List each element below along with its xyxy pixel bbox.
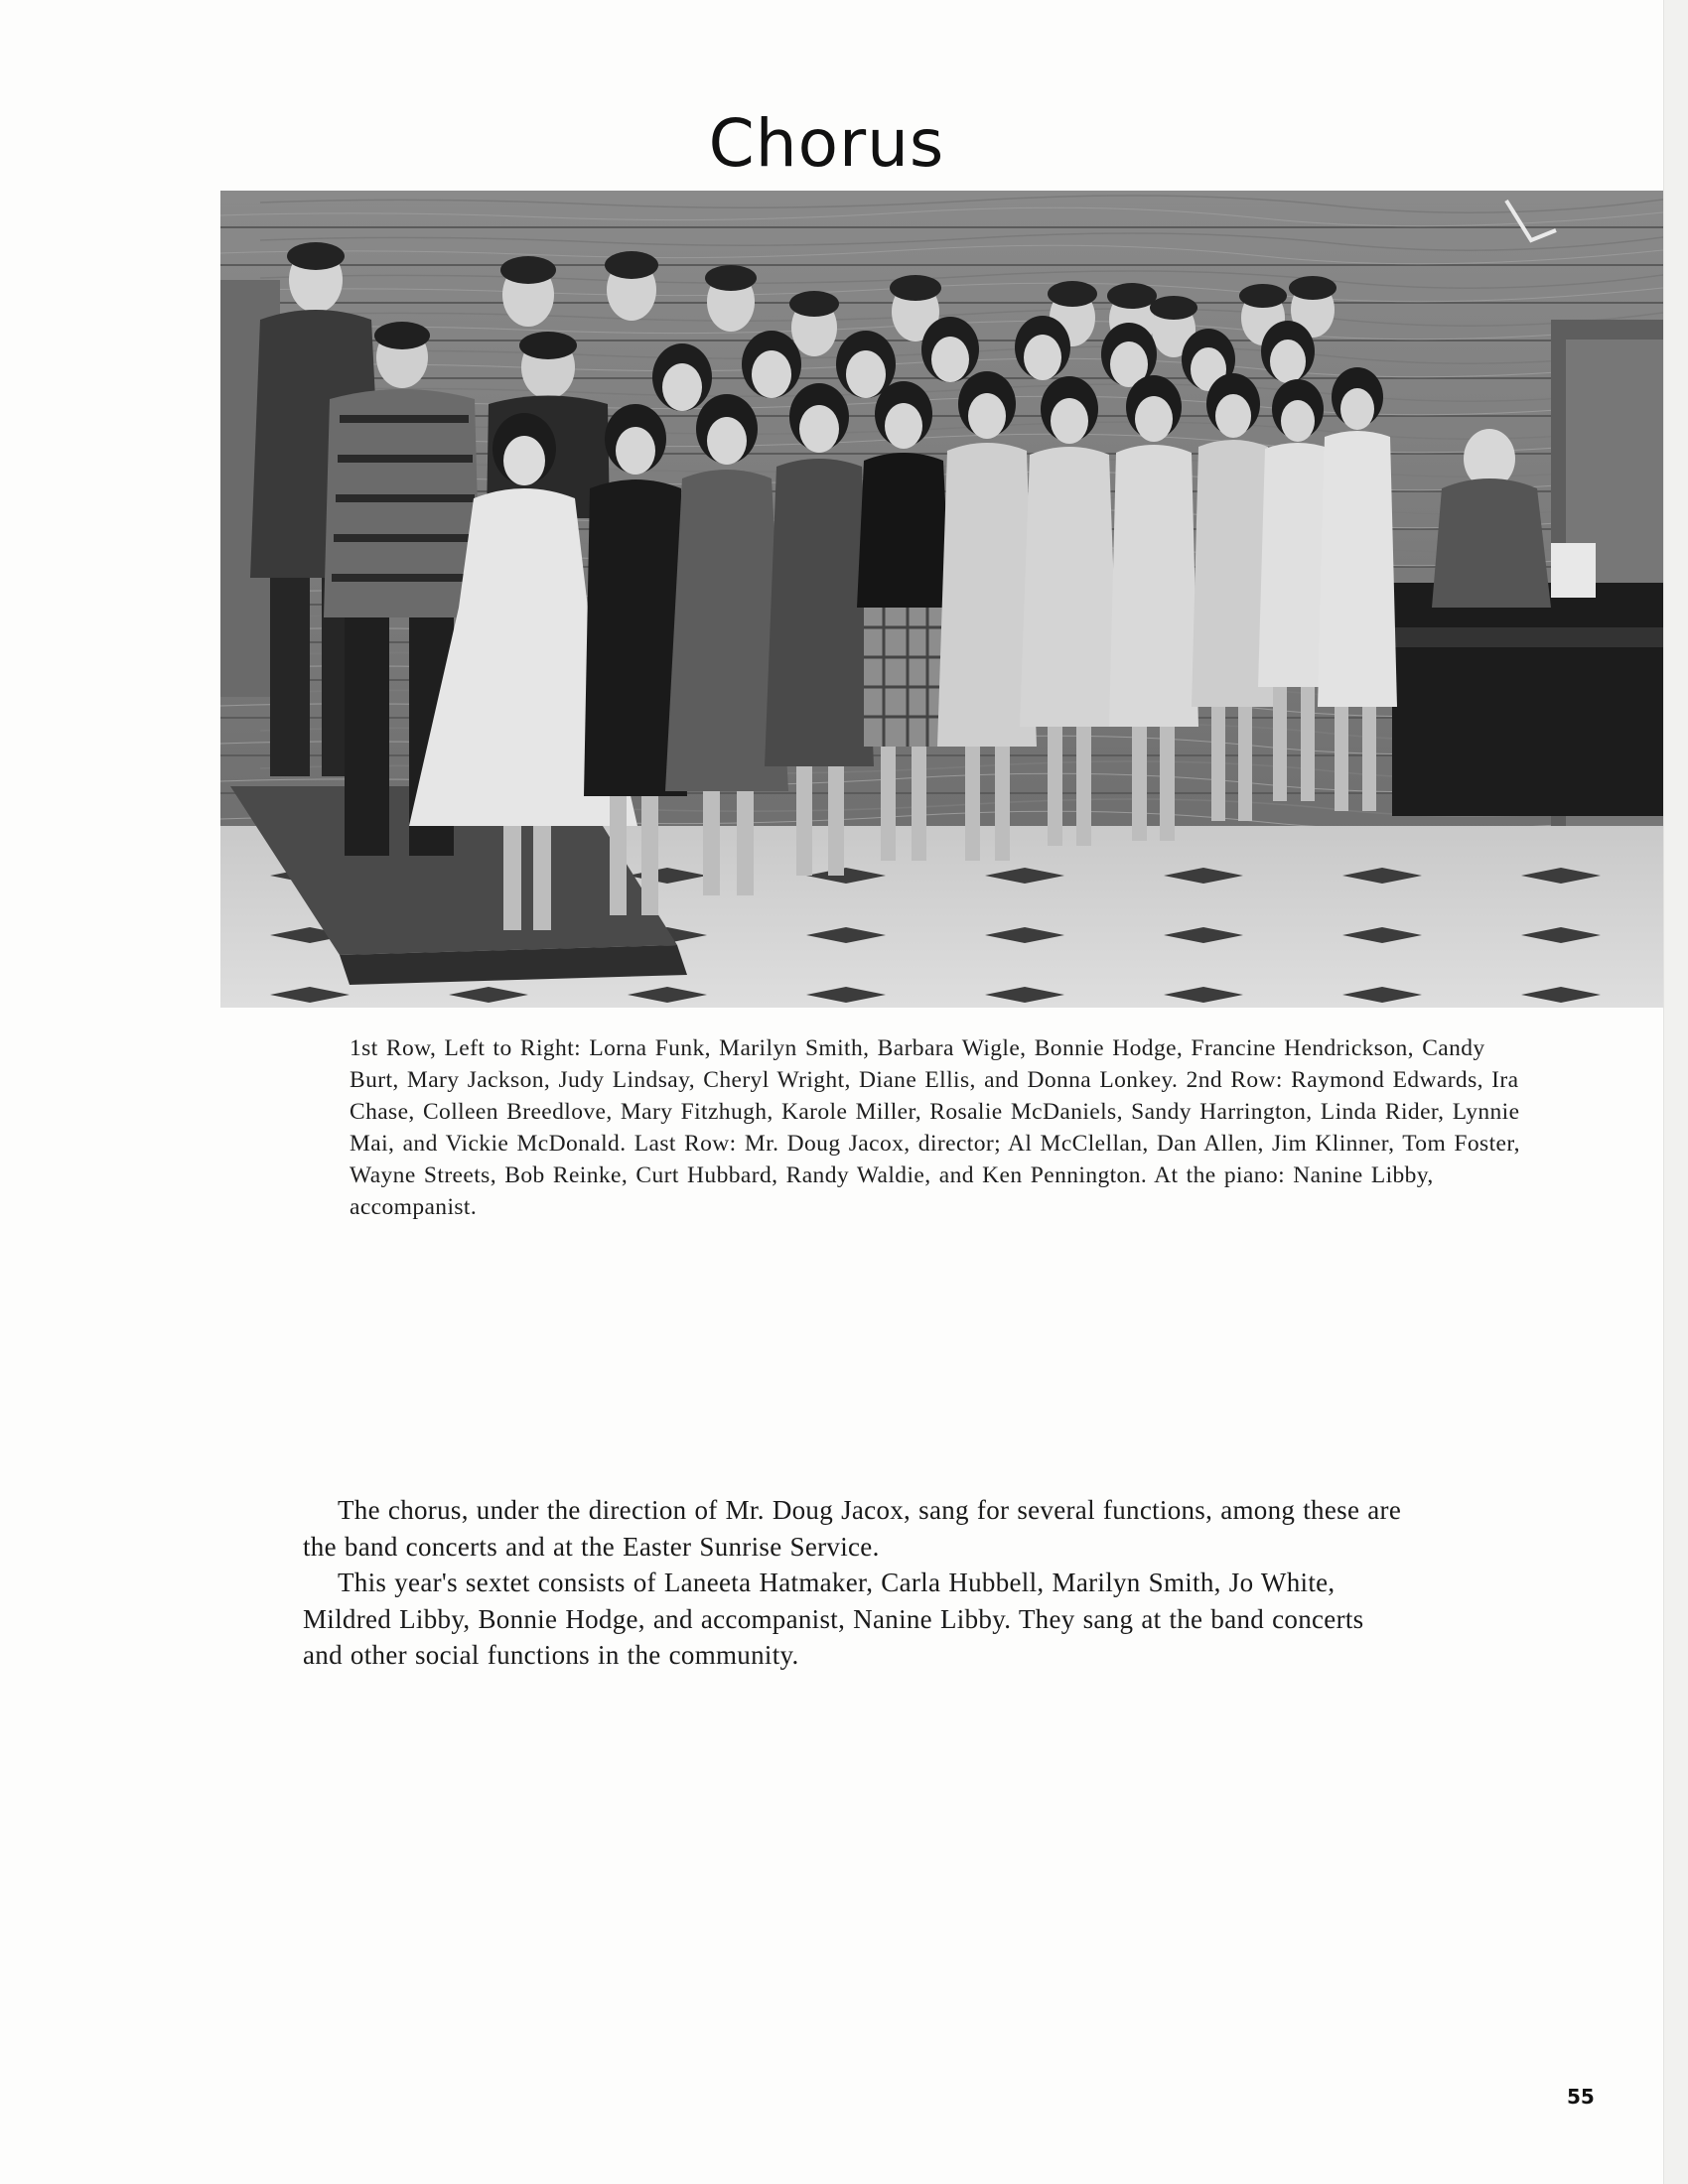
- photo-caption: 1st Row, Left to Right: Lorna Funk, Marilyn Smith, Barbara Wigle, Bonnie Hodge, Francine Hendrickson, Candy Burt, Mary Jackson, Judy Lindsay, Cheryl Wright, Diane Ellis, and Donna Lonkey. 2nd Row: Raymond Edwards, Ira Chase, Colleen Breedlove, Mary Fitzhugh, Karole Miller, Rosalie McDaniels, Sandy Harrington, Linda Rider, Lynnie Mai, and Vickie McDonald. Last Row: Mr. Doug Jacox, director; Al McClellan, Dan Allen, Jim Klinner, Tom Foster, Wayne Streets, Bob Reinke, Curt Hubbard, Randy Waldie, and Ken Pennington. At the piano: Nanine Libby, accompanist.: [350, 1035, 1520, 1220]
- chorus-group-photo: [220, 191, 1663, 1008]
- body-paragraph-2: This year's sextet consists of Laneeta Hatmaker, Carla Hubbell, Marilyn Smith, Jo White, Mildred Libby, Bonnie Hodge, and accompanist, Nanine Libby. They sang at the band concerts and other social functions in the community.: [303, 1568, 1364, 1670]
- article-body: [303, 1492, 1405, 1674]
- page-number: 55: [1567, 2085, 1595, 2109]
- page-title: Chorus: [708, 105, 945, 183]
- body-paragraph-1: The chorus, under the direction of Mr. Doug Jacox, sang for several functions, among these are the band concerts and at the Easter Sunrise Service.: [303, 1495, 1402, 1562]
- page-edge: [1663, 0, 1688, 2184]
